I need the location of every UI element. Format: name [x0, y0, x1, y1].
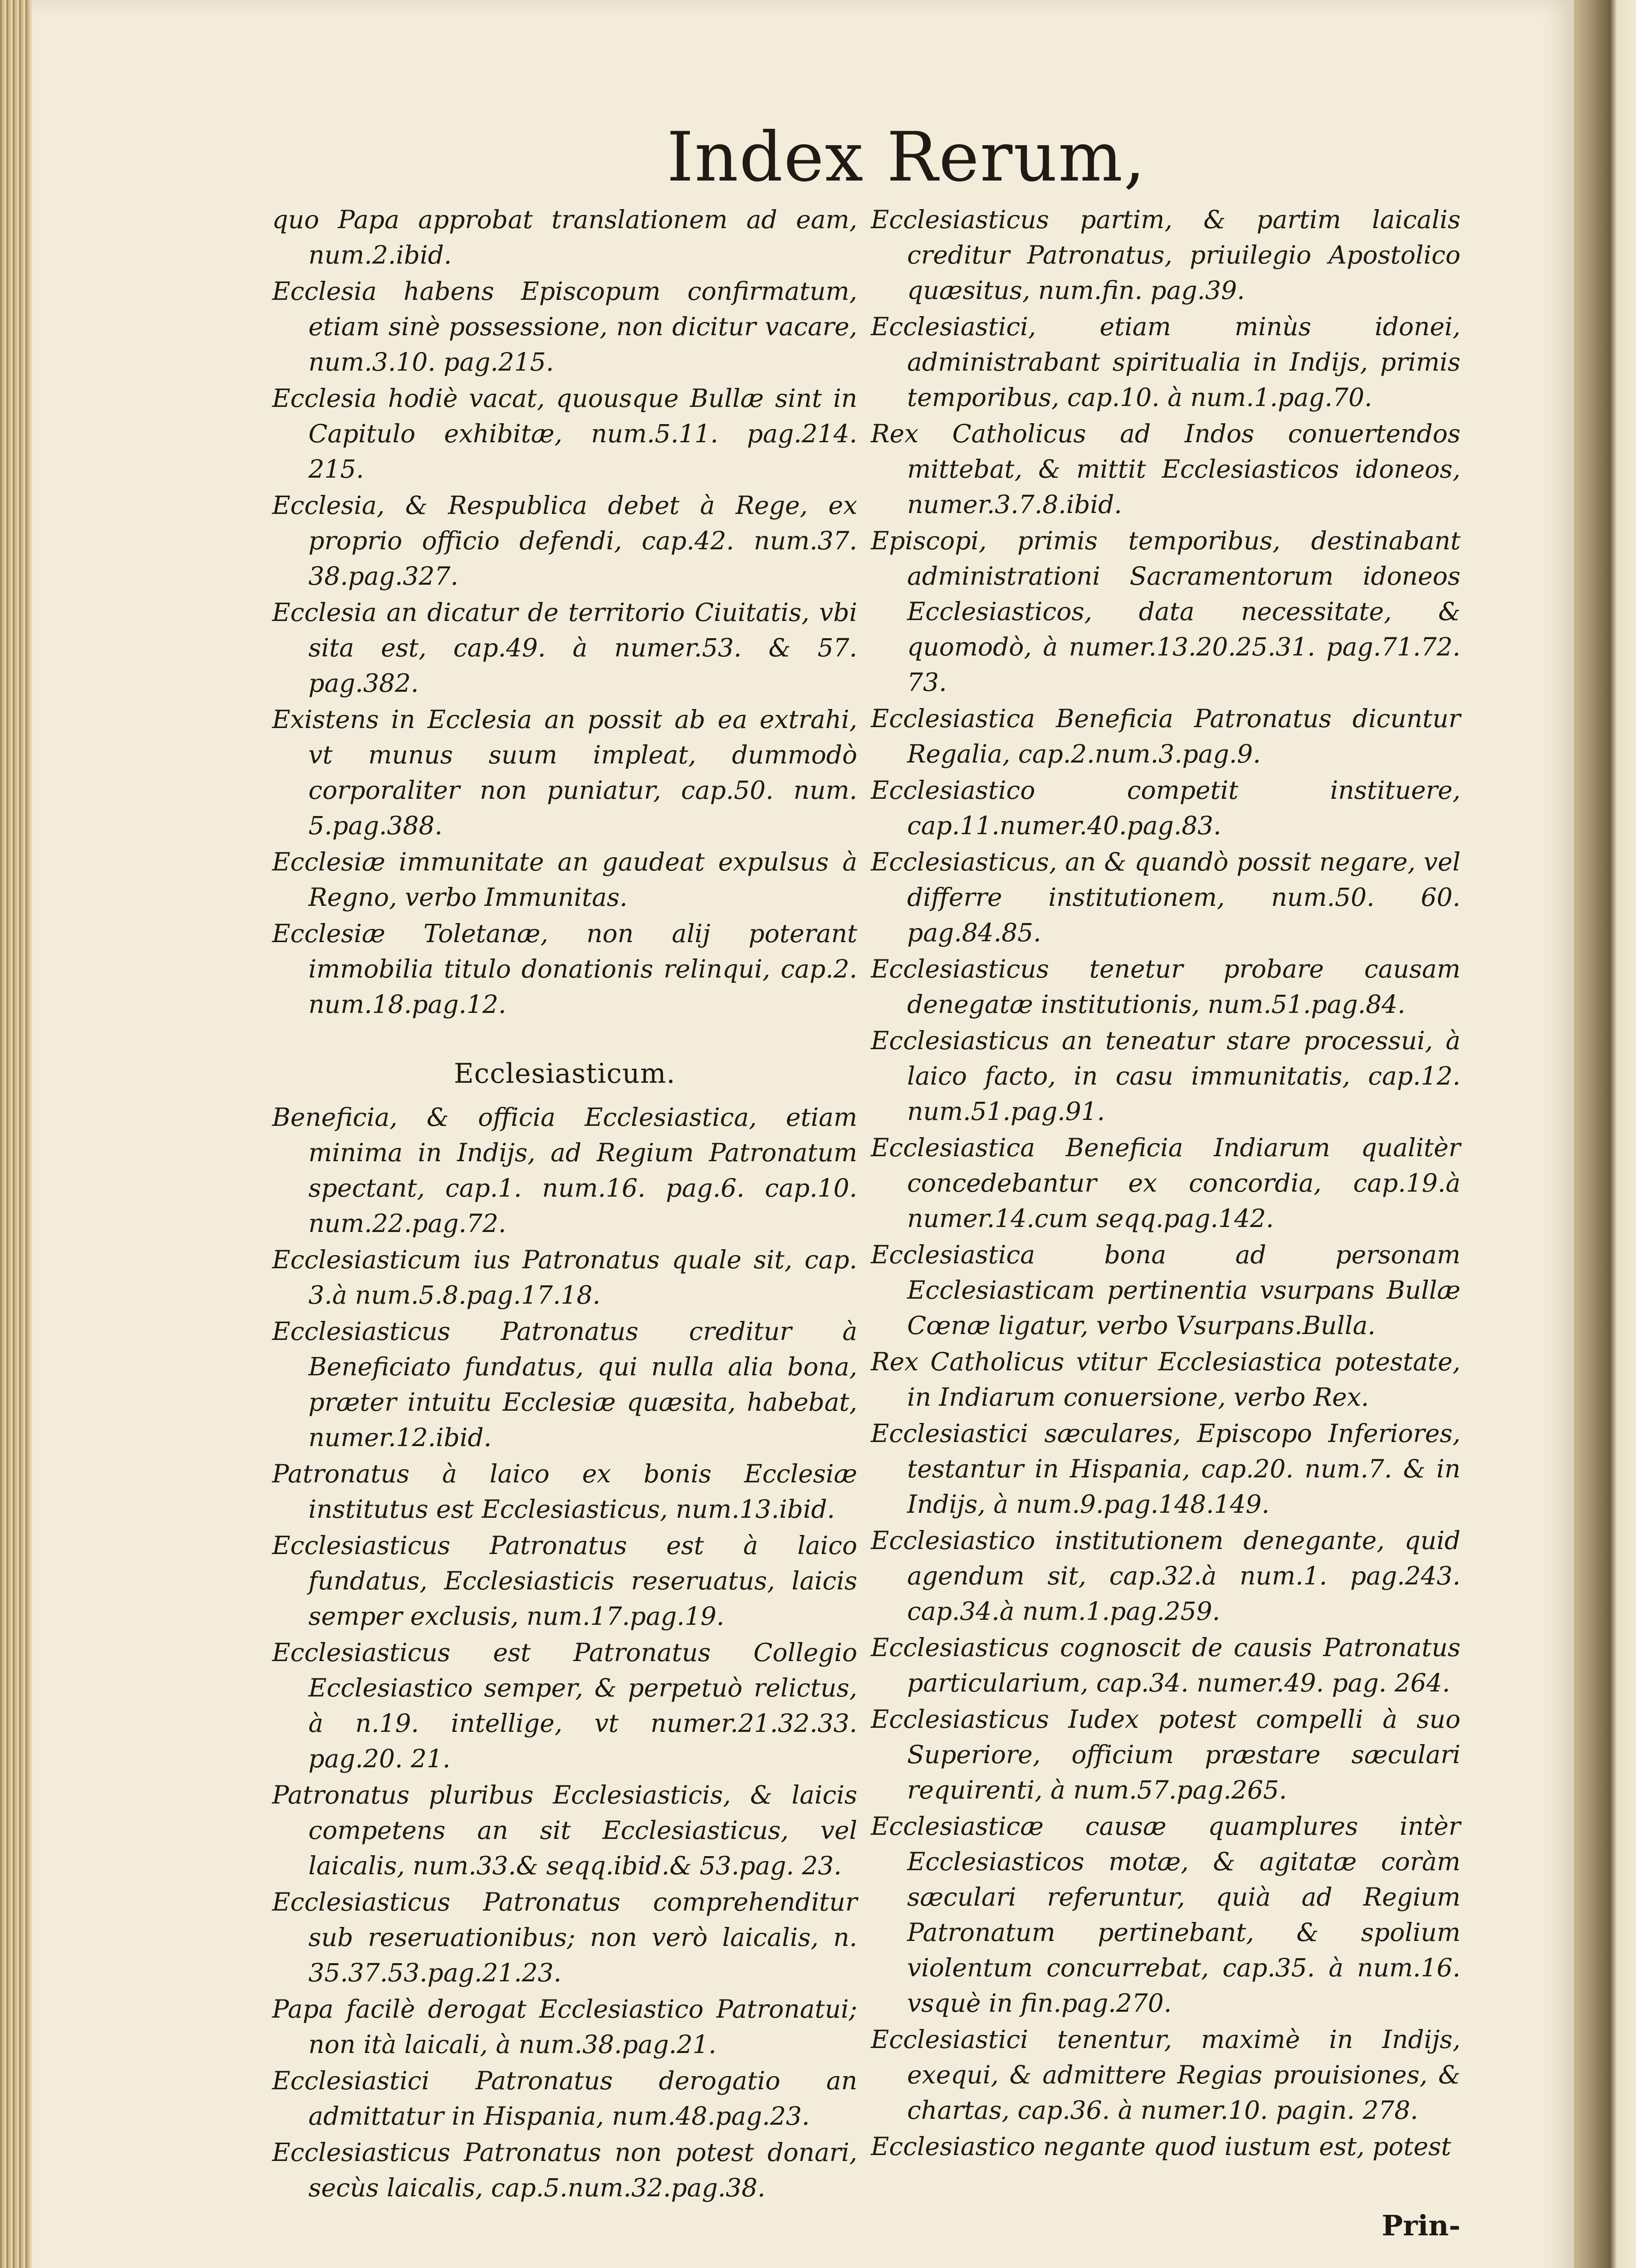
index-entry: Ecclesiastico competit instituere, cap.11.numer.40.pag.83.	[871, 776, 1460, 840]
index-entry: Ecclesiasticus, an & quandò possit negare, vel differre institutionem, num.50. 60. pag.84.85.	[871, 847, 1460, 947]
index-entry: Ecclesiasticus Patronatus est à laico fundatus, Ecclesiasticis reseruatus, laicis semper exclusis, num.17.pag.19.	[272, 1531, 857, 1631]
index-entry: Ecclesiasticus cognoscit de causis Patronatus particularium, cap.34. numer.49. pag. 264.	[871, 1633, 1460, 1697]
book-gutter	[1574, 0, 1636, 2268]
section-heading: Ecclesiasticum.	[454, 1058, 676, 1090]
index-entry: Ecclesiasticus Patronatus creditur à Beneficiato fundatus, qui nulla alia bona, præter intuitu Ecclesiæ quæsita, habebat, numer.12.ibid.	[272, 1317, 857, 1452]
index-entry: Ecclesiastica bona ad personam Ecclesiasticam pertinentia vsurpans Bullæ Cœnæ ligatur, verbo Vsurpans.Bulla.	[871, 1240, 1460, 1340]
index-entry: quo Papa approbat translationem ad eam, num.2.ibid.	[272, 205, 857, 269]
index-entry: Rex Catholicus vtitur Ecclesiastica potestate, in Indiarum conuersione, verbo Rex.	[871, 1347, 1460, 1412]
index-entry: Ecclesiasticus tenetur probare causam denegatæ institutionis, num.51.pag.84.	[871, 954, 1460, 1019]
index-entry: Ecclesiasticus an teneatur stare processui, à laico facto, in casu immunitatis, cap.12. num.51.pag.91.	[871, 1026, 1460, 1126]
index-entry: Ecclesiastico negante quod iustum est, potest	[871, 2132, 1451, 2161]
page-header: Index Rerum,	[667, 118, 1146, 197]
index-entry: Ecclesiasticæ causæ quamplures intèr Ecclesiasticos motæ, & agitatæ coràm sæculari referuntur, quià ad Regium Patronatum pertinebant, & spolium violentum concurrebat, cap.35. à num.16. vsquè in fin.pag.270.	[871, 1812, 1460, 2018]
index-entries-group	[272, 1100, 857, 2205]
index-entry: Ecclesiasticus partim, & partim laicalis creditur Patronatus, priuilegio Apostolico quæsitus, num.fin. pag.39.	[871, 205, 1460, 305]
index-entry: Ecclesiastica Beneficia Indiarum qualitèr concedebantur ex concordia, cap.19.à numer.14.cum seqq.pag.142.	[871, 1133, 1460, 1233]
index-entry: Rex Catholicus ad Indos conuertendos mittebat, & mittit Ecclesiasticos idoneos, numer.3.7.8.ibid.	[871, 419, 1460, 519]
index-entries-group	[272, 202, 857, 1022]
index-entry: Ecclesiasticus Patronatus non potest donari, secùs laicalis, cap.5.num.32.pag.38.	[272, 2138, 857, 2202]
index-column-left	[272, 202, 857, 2206]
index-entry: Ecclesiasticus Patronatus comprehenditur sub reseruationibus; non verò laicalis, n. 35.37.53.pag.21.23.	[272, 1887, 857, 1987]
index-entry: Ecclesia an dicatur de territorio Ciuitatis, vbi sita est, cap.49. à numer.53. & 57. pag.382.	[272, 598, 857, 698]
index-entry: Ecclesiastici tenentur, maximè in Indijs, exequi, & admittere Regias prouisiones, & chartas, cap.36. à numer.10. pagin. 278.	[871, 2025, 1460, 2125]
index-entry: Episcopi, primis temporibus, destinabant administrationi Sacramentorum idoneos Ecclesiasticos, data necessitate, & quomodò, à numer.13.20.25.31. pag.71.72. 73.	[871, 526, 1460, 697]
index-entry: Ecclesiastico institutionem denegante, quid agendum sit, cap.32.à num.1. pag.243. cap.34.à num.1.pag.259.	[871, 1526, 1460, 1626]
index-entry: Ecclesiasticus Iudex potest compelli à suo Superiore, officium præstare sæculari requirenti, à num.57.pag.265.	[871, 1705, 1460, 1804]
index-entry: Patronatus à laico ex bonis Ecclesiæ institutus est Ecclesiasticus, num.13.ibid.	[272, 1459, 857, 1524]
index-entry: Ecclesiastica Beneficia Patronatus dicuntur Regalia, cap.2.num.3.pag.9.	[871, 704, 1460, 768]
index-entry: Ecclesia habens Episcopum confirmatum, etiam sinè possessione, non dicitur vacare, num.3.10. pag.215.	[272, 277, 857, 376]
index-entry: Ecclesiastici sæculares, Episcopo Inferiores, testantur in Hispania, cap.20. num.7. & in Indijs, à num.9.pag.148.149.	[871, 1419, 1460, 1519]
index-entry: Beneficia, & officia Ecclesiastica, etiam minima in Indijs, ad Regium Patronatum spectant, cap.1. num.16. pag.6. cap.10. num.22.pag.72.	[272, 1103, 857, 1238]
index-entry: Ecclesiasticus est Patronatus Collegio Ecclesiastico semper, & perpetuò relictus, à n.19. intellige, vt numer.21.32.33. pag.20. 21.	[272, 1638, 857, 1773]
index-column-right	[871, 202, 1460, 2165]
index-entry: Ecclesiasticum ius Patronatus quale sit, cap. 3.à num.5.8.pag.17.18.	[272, 1245, 857, 1310]
index-entry: Existens in Ecclesia an possit ab ea extrahi, vt munus suum impleat, dummodò corporaliter non puniatur, cap.50. num. 5.pag.388.	[272, 705, 857, 840]
index-entry: Ecclesiæ Toletanæ, non alij poterant immobilia titulo donationis relinqui, cap.2. num.18.pag.12.	[272, 919, 857, 1019]
index-entry: Ecclesiæ immunitate an gaudeat expulsus à Regno, verbo Immunitas.	[272, 847, 857, 912]
index-entry: Ecclesiastici Patronatus derogatio an admittatur in Hispania, num.48.pag.23.	[272, 2066, 857, 2131]
index-entry: Ecclesia, & Respublica debet à Rege, ex proprio officio defendi, cap.42. num.37. 38.pag.327.	[272, 491, 857, 591]
catchword: Prin-	[1382, 2209, 1460, 2242]
index-entry: Patronatus pluribus Ecclesiasticis, & laicis competens an sit Ecclesiasticus, vel laicalis, num.33.& seqq.ibid.& 53.pag. 23.	[272, 1780, 857, 1880]
index-entry: Papa facilè derogat Ecclesiastico Patronatui; non ità laicali, à num.38.pag.21.	[272, 1994, 857, 2059]
index-entry: Ecclesia hodiè vacat, quousque Bullæ sint in Capitulo exhibitæ, num.5.11. pag.214. 215.	[272, 384, 857, 484]
page-edges	[0, 0, 32, 2268]
index-entry: Ecclesiastici, etiam minùs idonei, administrabant spiritualia in Indijs, primis temporibus, cap.10. à num.1.pag.70.	[871, 312, 1460, 412]
